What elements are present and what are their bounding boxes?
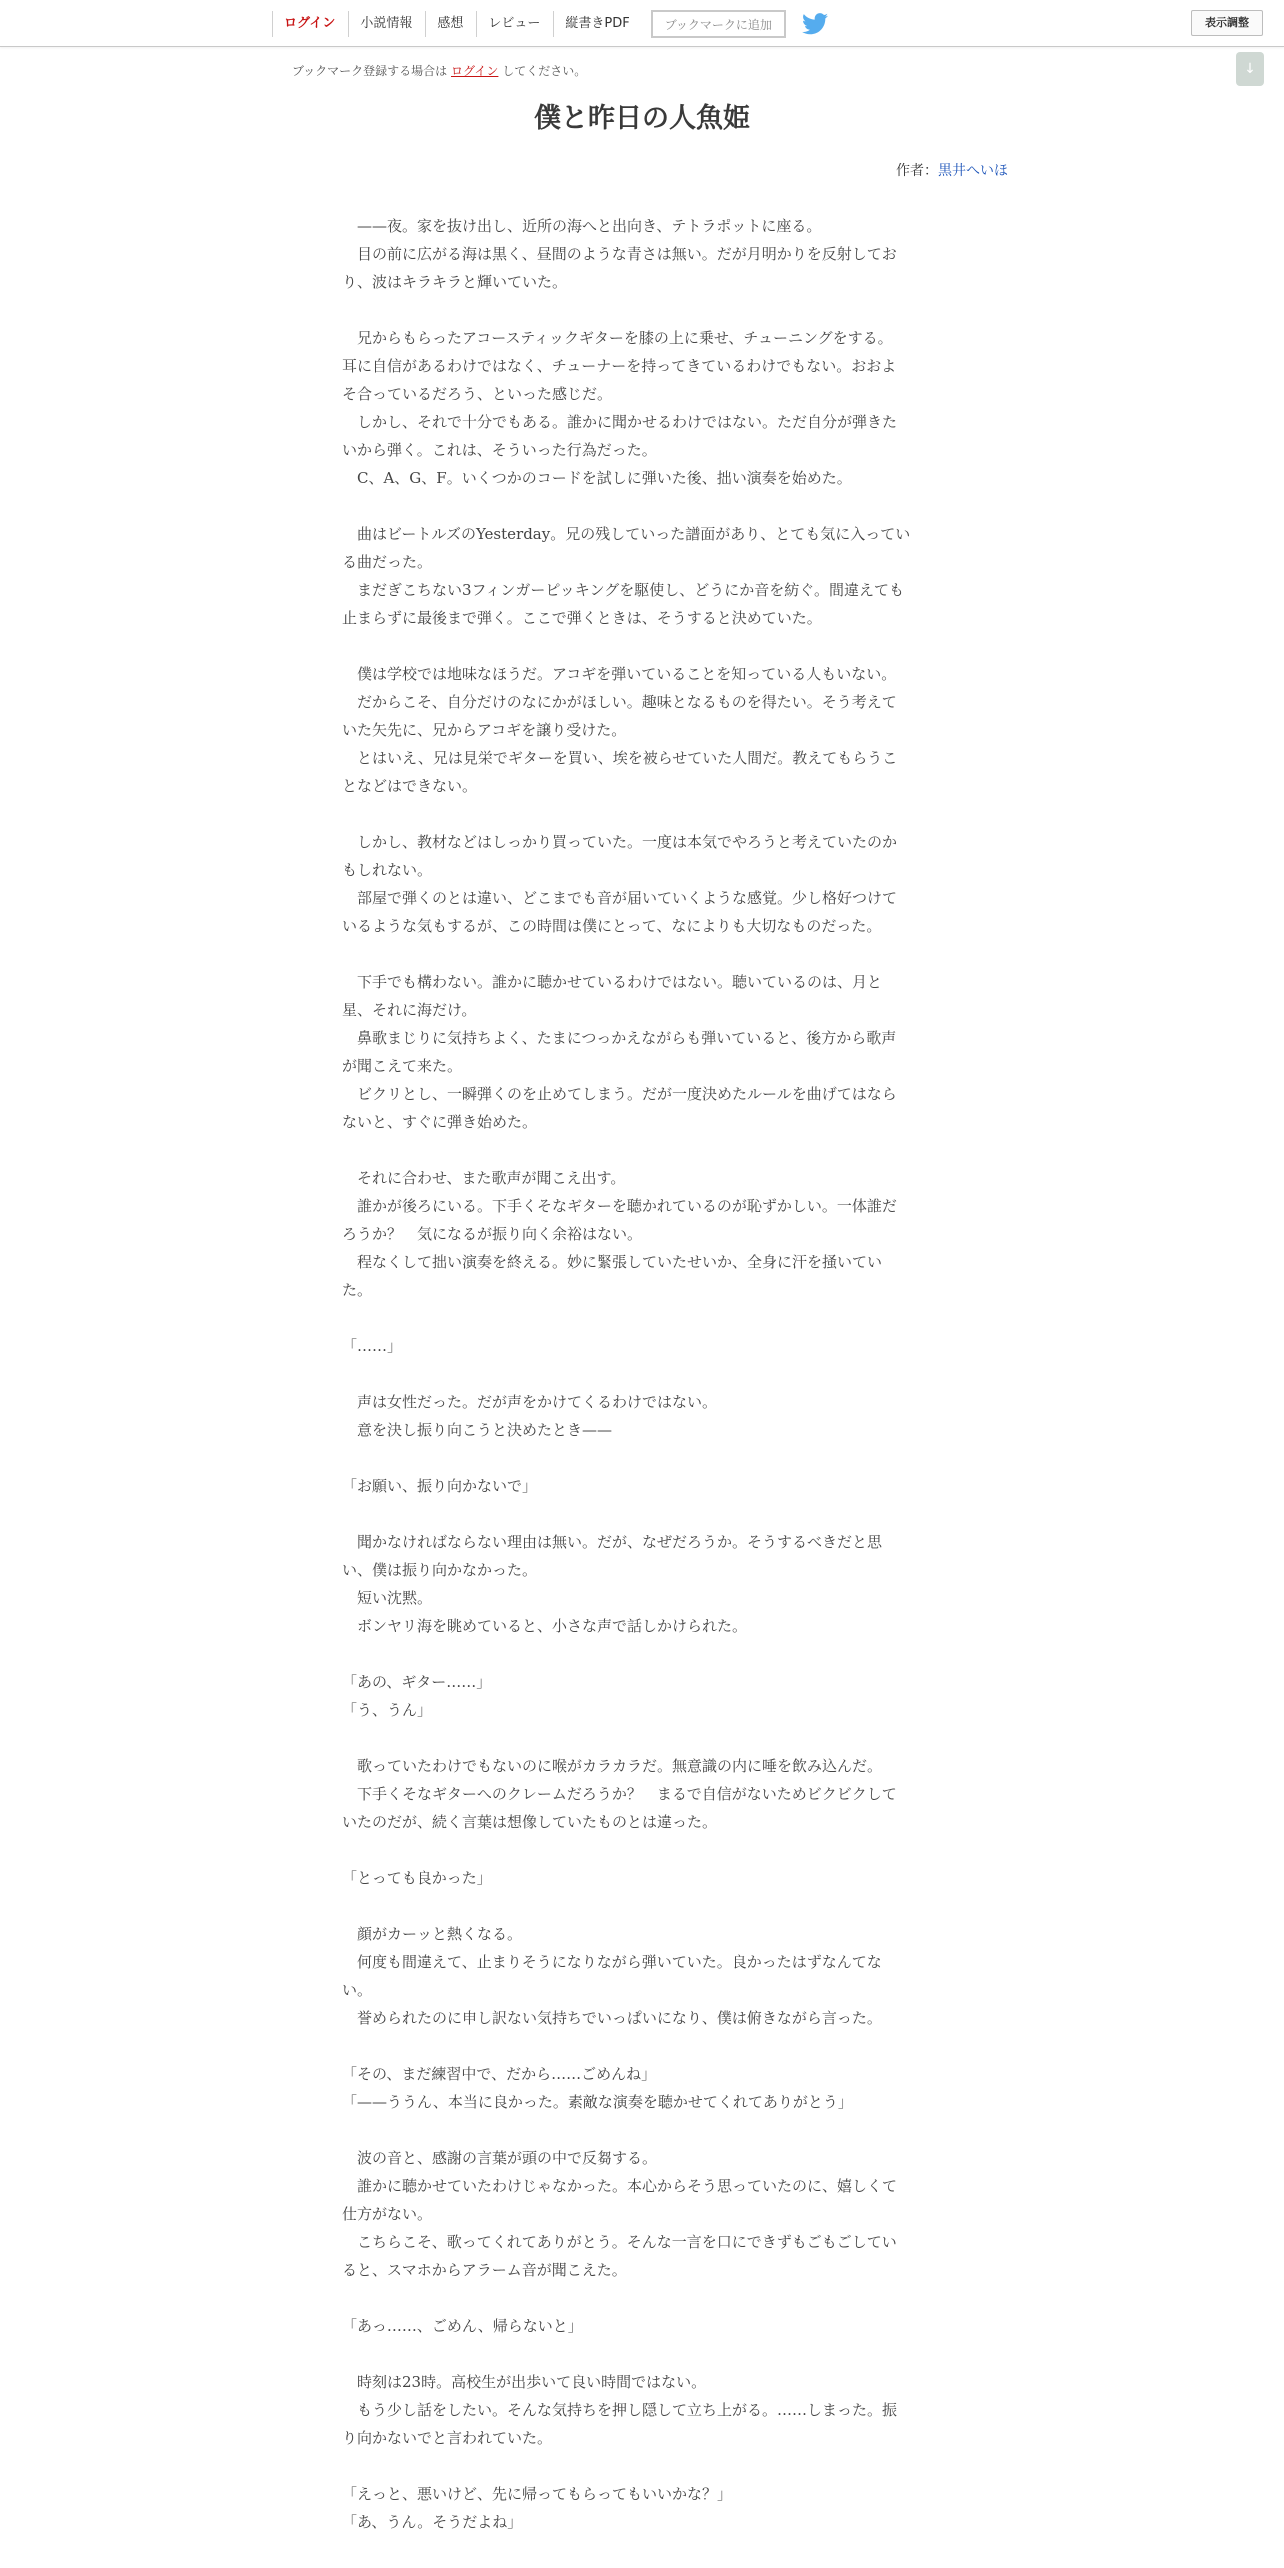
body-line: しかし、それで十分でもある。誰かに聞かせるわけではない。ただ自分が弾きた bbox=[342, 413, 898, 431]
body-line bbox=[342, 492, 942, 520]
body-line: 下手くそなギターへのクレームだろうか？ まるで自信がないためビクビクして bbox=[342, 1785, 897, 1803]
body-line: もう少し話をしたい。そんな気持ちを押し隠して立ち上がる。……しまった。振 bbox=[342, 2401, 898, 2419]
body-line: 何度も間違えて、止まりそうになりながら弾いていた。良かったはずなんてな bbox=[342, 1953, 882, 1971]
body-line: しかし、教材などはしっかり買っていた。一度は本気でやろうと考えていたのか bbox=[342, 833, 898, 851]
top-navigation-bar bbox=[0, 0, 1284, 47]
body-line: それに合わせ、また歌声が聞こえ出す。 bbox=[342, 1169, 626, 1187]
body-line: 曲はビートルズのYesterday。兄の残していった譜面があり、とても気に入ってい bbox=[342, 525, 911, 543]
body-line: い、僕は振り向かなかった。 bbox=[342, 1561, 538, 1579]
body-line bbox=[342, 1360, 942, 1388]
body-line: 誉められたのに申し訳ない気持ちでいっぱいになり、僕は俯きながら言った。 bbox=[342, 2009, 882, 2027]
body-line bbox=[342, 940, 942, 968]
body-line: 声は女性だった。だが声をかけてくるわけではない。 bbox=[342, 1393, 718, 1411]
body-line: 「あっ……、ごめん、帰らないと」 bbox=[342, 2317, 583, 2335]
display-adjust-button[interactable]: 表示調整 bbox=[1191, 10, 1263, 36]
notice-text-after: してください。 bbox=[502, 64, 587, 78]
body-line: いた矢先に、兄からアコギを譲り受けた。 bbox=[342, 721, 627, 739]
author-label: 作者： bbox=[896, 163, 938, 179]
body-line bbox=[342, 2284, 942, 2312]
body-line: が聞こえて来た。 bbox=[342, 1057, 463, 1075]
body-line: 部屋で弾くのとは違い、どこまでも音が届いていくような感覚。少し格好つけて bbox=[342, 889, 898, 907]
body-line: 耳に自信があるわけではなく、チューナーを持ってきているわけでもない。おおよ bbox=[342, 357, 897, 375]
body-line: 「お願い、振り向かないで」 bbox=[342, 1477, 538, 1495]
body-line: 聞かなければならない理由は無い。だが、なぜだろうか。そうするべきだと思 bbox=[342, 1533, 883, 1551]
body-line: 程なくして拙い演奏を終える。妙に緊張していたせいか、全身に汗を掻いてい bbox=[342, 1253, 883, 1271]
body-line: 「あ、うん。そうだよね」 bbox=[342, 2513, 523, 2531]
body-line: いるような気もするが、この時間は僕にとって、なによりも大切なものだった。 bbox=[342, 917, 882, 935]
body-line: 「……」 bbox=[342, 1337, 403, 1355]
nav-login-link[interactable]: ログイン bbox=[272, 11, 348, 37]
notice-login-link[interactable]: ログイン bbox=[451, 64, 499, 78]
body-line bbox=[342, 1724, 942, 1752]
body-line bbox=[342, 1444, 942, 1472]
twitter-icon[interactable] bbox=[802, 13, 828, 35]
notice-text-before: ブックマーク登録する場合は bbox=[292, 64, 448, 78]
body-line: とはいえ、兄は見栄でギターを買い、埃を被らせていた人間だ。教えてもらうこ bbox=[342, 749, 898, 767]
body-line: 「あの、ギター……」 bbox=[342, 1673, 492, 1691]
twitter-bird-glyph bbox=[802, 13, 828, 35]
nav-review-link[interactable]: レビュー bbox=[476, 11, 553, 37]
body-line: り向かないでと言われていた。 bbox=[342, 2429, 553, 2447]
body-line: 僕は学校では地味なほうだ。アコギを弾いていることを知っている人もいない。 bbox=[342, 665, 897, 683]
body-line: ると、スマホからアラーム音が聞こえた。 bbox=[342, 2261, 627, 2279]
body-line: 「う、うん」 bbox=[342, 1701, 433, 1719]
body-line: 「えっと、悪いけど、先に帰ってもらってもいいかな？」 bbox=[342, 2485, 733, 2503]
body-line bbox=[342, 2116, 942, 2144]
body-line: 「とっても良かった」 bbox=[342, 1869, 492, 1887]
body-line: そ合っているだろう、といった感じだ。 bbox=[342, 385, 613, 403]
body-line bbox=[342, 2452, 942, 2480]
body-line bbox=[342, 296, 942, 324]
novel-title: 僕と昨日の人魚姫 bbox=[534, 103, 750, 134]
bookmark-login-notice bbox=[292, 62, 586, 79]
body-line: いたのだが、続く言葉は想像していたものとは違った。 bbox=[342, 1813, 718, 1831]
body-line bbox=[342, 800, 942, 828]
body-line bbox=[342, 2032, 942, 2060]
body-line: 鼻歌まじりに気持ちよく、たまにつっかえながらも弾いていると、後方から歌声 bbox=[342, 1029, 897, 1047]
body-line: ボンヤリ海を眺めていると、小さな声で話しかけられた。 bbox=[342, 1617, 748, 1635]
body-line: 時刻は23時。高校生が出歩いて良い時間ではない。 bbox=[342, 2373, 707, 2391]
body-line: 「その、まだ練習中で、だから……ごめんね」 bbox=[342, 2065, 657, 2083]
body-line: 波の音と、感謝の言葉が頭の中で反芻する。 bbox=[342, 2149, 658, 2167]
body-line: 下手でも構わない。誰かに聴かせているわけではない。聴いているのは、月と bbox=[342, 973, 883, 991]
body-line: ないと、すぐに弾き始めた。 bbox=[342, 1113, 538, 1131]
body-line: 短い沈黙。 bbox=[342, 1589, 433, 1607]
body-line: 誰かが後ろにいる。下手くそなギターを聴かれているのが恥ずかしい。一体誰だ bbox=[342, 1197, 897, 1215]
body-line: いから弾く。これは、そういった行為だった。 bbox=[342, 441, 657, 459]
body-line: 星、それに海だけ。 bbox=[342, 1001, 477, 1019]
body-line: 意を決し振り向こうと決めたとき—— bbox=[342, 1421, 613, 1439]
novel-body-text bbox=[342, 212, 942, 2536]
body-line bbox=[342, 1136, 942, 1164]
body-line bbox=[342, 2340, 942, 2368]
body-line: となどはできない。 bbox=[342, 777, 478, 795]
body-line: だからこそ、自分だけのなにかがほしい。趣味となるものを得たい。そう考えて bbox=[342, 693, 897, 711]
body-line: こちらこそ、歌ってくれてありがとう。そんな一言を口にできずもごもごしてい bbox=[342, 2233, 897, 2251]
body-line: 目の前に広がる海は黒く、昼間のような青さは無い。だが月明かりを反射してお bbox=[342, 245, 897, 263]
author-line bbox=[896, 160, 1008, 180]
body-line bbox=[342, 1892, 942, 1920]
body-line: 兄からもらったアコースティックギターを膝の上に乗せ、チューニングをする。 bbox=[342, 329, 893, 347]
body-line: 歌っていたわけでもないのに喉がカラカラだ。無意識の内に唾を飲み込んだ。 bbox=[342, 1757, 883, 1775]
body-line bbox=[342, 632, 942, 660]
nav-vertical-pdf-link[interactable]: 縦書きPDF bbox=[553, 11, 642, 37]
body-line: もしれない。 bbox=[342, 861, 433, 879]
body-line: ビクリとし、一瞬弾くのを止めてしまう。だが一度決めたルールを曲げてはなら bbox=[342, 1085, 897, 1103]
body-line: 止まらずに最後まで弾く。ここで弾くときは、そうすると決めていた。 bbox=[342, 609, 822, 627]
body-line: C、A、G、F。いくつかのコードを試しに弾いた後、拙い演奏を始めた。 bbox=[342, 469, 852, 487]
nav-impressions-link[interactable]: 感想 bbox=[425, 11, 476, 37]
body-line: ろうか？ 気になるが振り向く余裕はない。 bbox=[342, 1225, 643, 1243]
nav-menu bbox=[272, 11, 828, 37]
body-line: 顔がカーッと熱くなる。 bbox=[342, 1925, 523, 1943]
nav-novel-info-link[interactable]: 小説情報 bbox=[348, 11, 425, 37]
body-line bbox=[342, 1304, 942, 1332]
body-line: 「——ううん、本当に良かった。素敵な演奏を聴かせてくれてありがとう」 bbox=[342, 2093, 853, 2111]
body-line: まだぎこちない3フィンガーピッキングを駆使し、どうにか音を紡ぐ。間違えても bbox=[342, 581, 904, 599]
body-line: る曲だった。 bbox=[342, 553, 433, 571]
body-line: 誰かに聴かせていたわけじゃなかった。本心からそう思っていたのに、嬉しくて bbox=[342, 2177, 898, 2195]
body-line: ——夜。家を抜け出し、近所の海へと出向き、テトラポットに座る。 bbox=[342, 217, 822, 235]
body-line: い。 bbox=[342, 1981, 373, 1999]
author-link[interactable]: 黒井へいほ bbox=[938, 163, 1008, 179]
body-line bbox=[342, 1500, 942, 1528]
body-line: り、波はキラキラと輝いていた。 bbox=[342, 273, 568, 291]
body-line bbox=[342, 1836, 942, 1864]
body-line bbox=[342, 1640, 942, 1668]
scroll-down-arrow-icon[interactable]: ↓ bbox=[1236, 52, 1264, 86]
add-bookmark-button[interactable]: ブックマークに追加 bbox=[651, 10, 786, 38]
body-line: た。 bbox=[342, 1281, 373, 1299]
body-line: 仕方がない。 bbox=[342, 2205, 433, 2223]
